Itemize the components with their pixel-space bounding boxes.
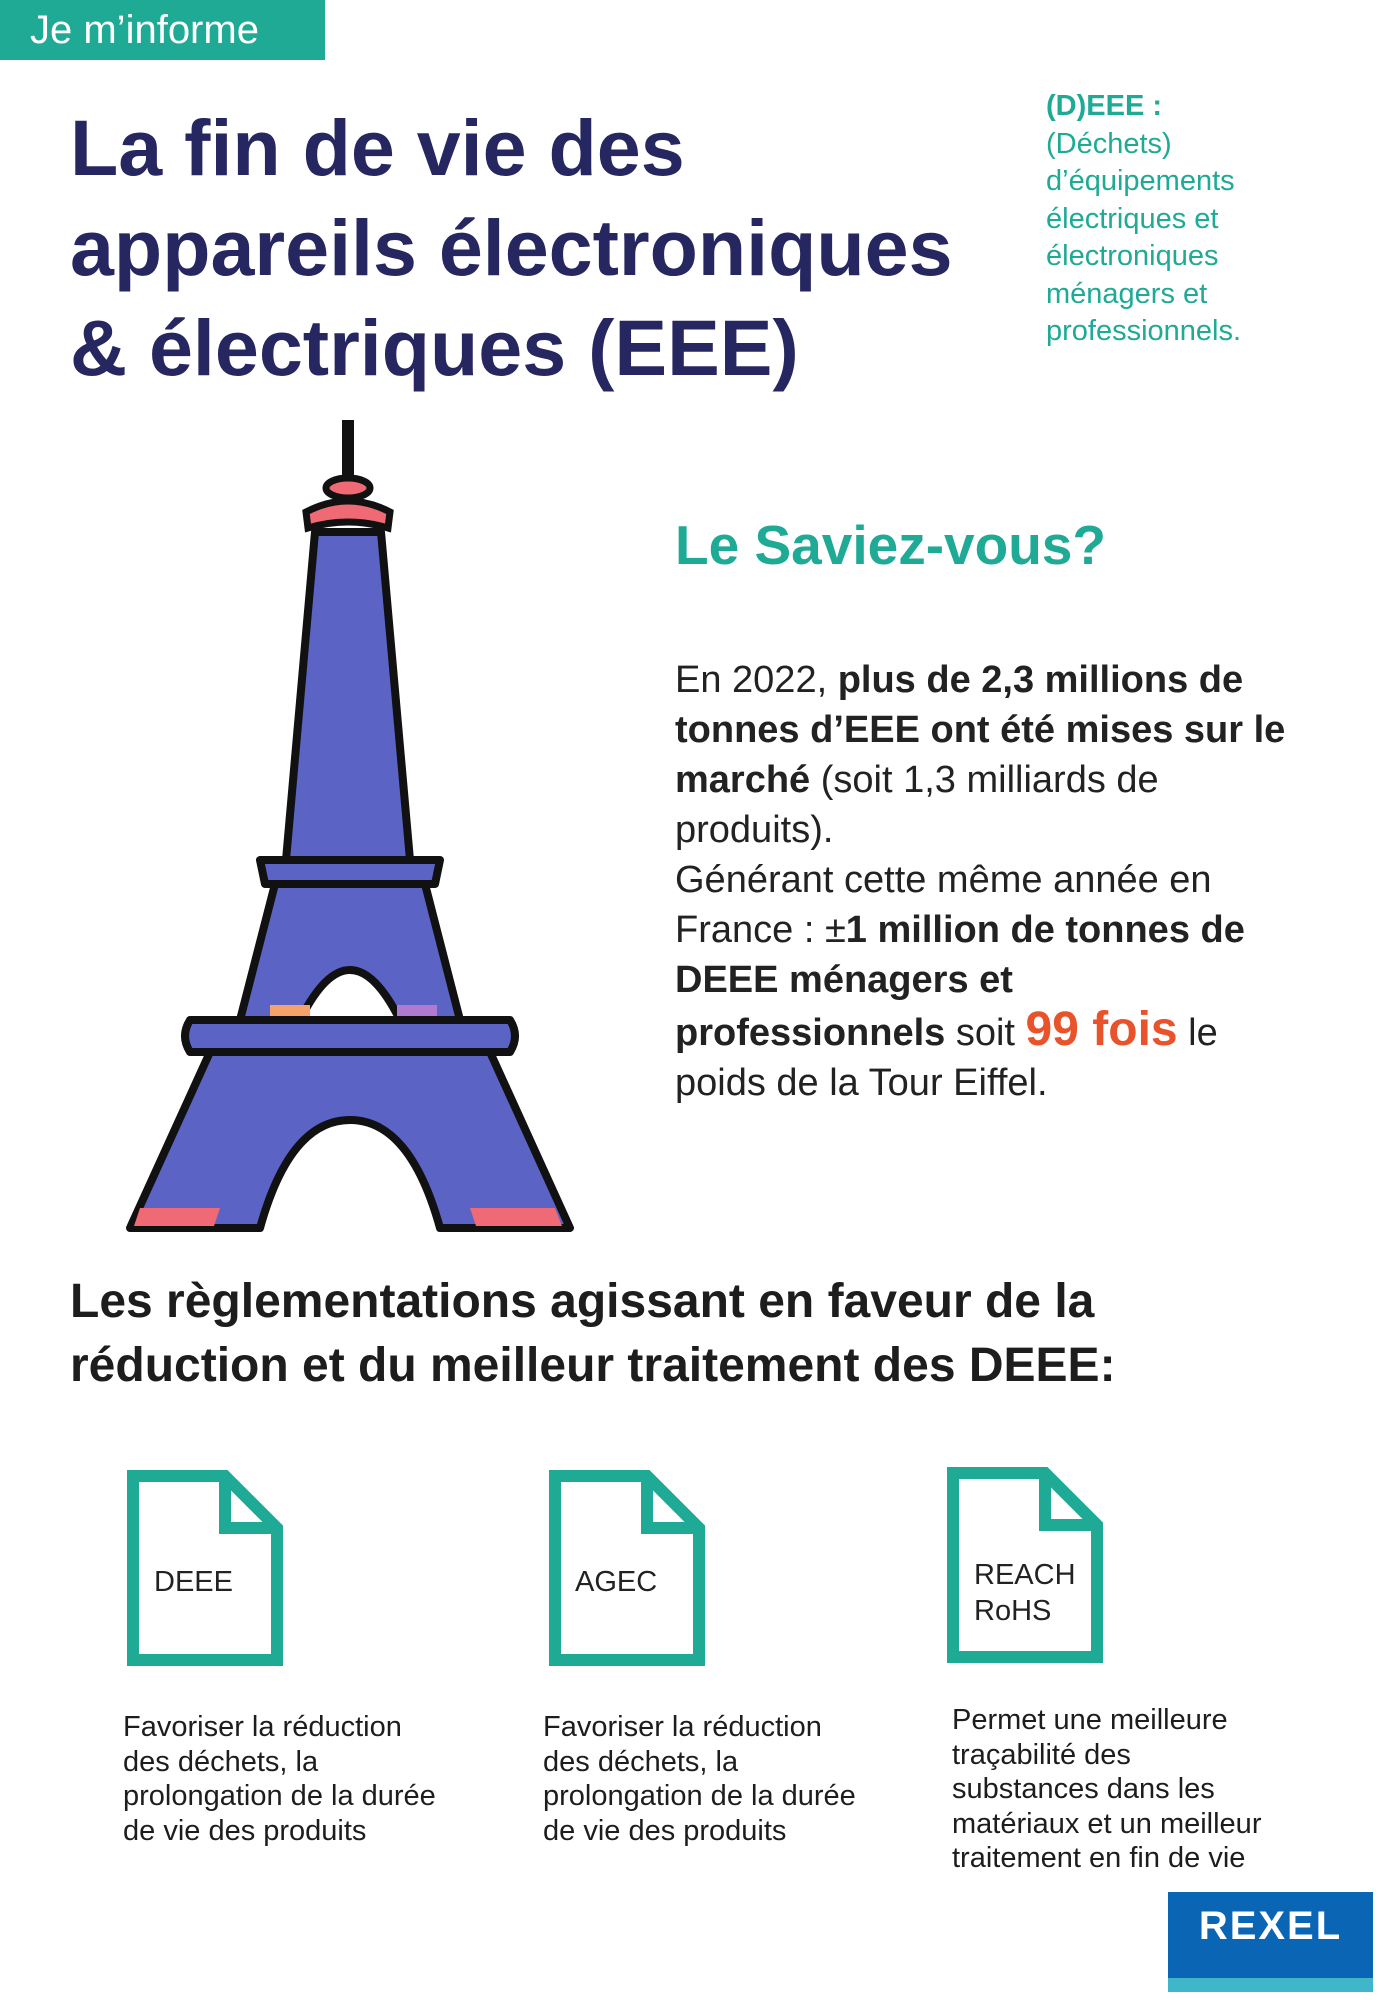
fact-highlight: DEEE ménagers et bbox=[675, 959, 1013, 1001]
fact-text: soit bbox=[945, 1012, 1026, 1054]
fact-text: (soit 1,3 milliards de bbox=[810, 759, 1159, 801]
regulation-description-line: de vie des produits bbox=[543, 1814, 787, 1847]
regulation-description-line: substances dans les bbox=[952, 1773, 1215, 1805]
logo-accent-bar bbox=[1168, 1978, 1373, 1992]
fact-highlight: marché bbox=[675, 759, 811, 801]
fact-line bbox=[675, 1005, 1335, 1058]
definition-line: électriques et bbox=[1046, 202, 1219, 235]
fact-line bbox=[675, 655, 1335, 705]
definition-line: (D)EEE : bbox=[1046, 90, 1162, 122]
regulation-description-line: prolongation de la durée bbox=[543, 1780, 856, 1812]
rexel-logo bbox=[1168, 1892, 1373, 1992]
fact-highlight: 1 million de tonnes de bbox=[845, 909, 1245, 951]
regulation-description-line: des déchets, la bbox=[123, 1745, 319, 1778]
fact-text: En 2022, bbox=[675, 659, 838, 701]
page-title bbox=[70, 98, 970, 398]
regulations-heading-line: réduction et du meilleur traitement des DEEE: bbox=[70, 1339, 1116, 1392]
fact-highlight: plus de 2,3 millions de bbox=[837, 659, 1244, 701]
regulation-description bbox=[543, 1710, 923, 1848]
regulation-description-line: Favoriser la réduction bbox=[543, 1711, 822, 1743]
logo-text: REXEL bbox=[1198, 1904, 1343, 1948]
regulations-heading bbox=[70, 1270, 1320, 1398]
fact-line: produits). bbox=[675, 809, 834, 851]
section-tag: Je m’informe bbox=[0, 0, 325, 60]
regulation-label: AGEC bbox=[575, 1566, 658, 1598]
eiffel-tower-illustration bbox=[110, 420, 600, 1240]
page-title-line: La fin de vie des bbox=[70, 103, 685, 192]
fact-line: poids de la Tour Eiffel. bbox=[675, 1062, 1048, 1104]
definition-line: d’équipements bbox=[1046, 165, 1235, 197]
regulation-description-line: prolongation de la durée bbox=[123, 1780, 436, 1812]
regulation-description-line: de vie des produits bbox=[123, 1814, 367, 1847]
fact-line: Générant cette même année en bbox=[675, 859, 1212, 901]
regulation-description-line: traçabilité des bbox=[952, 1738, 1131, 1771]
regulation-description-line: traitement en fin de vie bbox=[952, 1842, 1246, 1874]
fact-line bbox=[675, 755, 1335, 805]
regulation-description-line: matériaux et un meilleur bbox=[952, 1807, 1262, 1840]
fact-text: France : ± bbox=[675, 909, 846, 951]
fact-paragraph bbox=[675, 655, 1335, 1108]
definition-line: ménagers et bbox=[1046, 277, 1208, 310]
regulation-description-line: Favoriser la réduction bbox=[123, 1711, 402, 1743]
regulation-label: DEEE bbox=[154, 1566, 233, 1598]
regulation-description-line: Permet une meilleure bbox=[952, 1704, 1228, 1736]
definition-line: (Déchets) bbox=[1046, 127, 1172, 160]
fact-line bbox=[675, 705, 1335, 755]
regulations-heading-line: Les règlementations agissant en faveur de la bbox=[70, 1275, 1095, 1328]
regulation-description bbox=[123, 1710, 503, 1848]
fact-line bbox=[675, 905, 1335, 955]
regulation-label: REACH bbox=[974, 1559, 1076, 1591]
fact-line bbox=[675, 955, 1335, 1005]
regulation-description bbox=[952, 1703, 1332, 1876]
fact-highlight: tonnes d’EEE ont été mises sur le bbox=[675, 709, 1286, 751]
regulation-description-line: des déchets, la bbox=[543, 1745, 739, 1778]
regulation-label: RoHS bbox=[974, 1595, 1052, 1627]
definition-line: électroniques bbox=[1046, 240, 1219, 272]
ratio-highlight: 99 fois bbox=[1025, 1003, 1178, 1056]
fact-highlight: professionnels bbox=[675, 1012, 946, 1054]
page-title-line: & électriques (EEE) bbox=[70, 303, 799, 392]
deee-definition bbox=[1046, 88, 1346, 351]
page-title-line: appareils électroniques bbox=[70, 203, 953, 292]
did-you-know-heading: Le Saviez-vous? bbox=[675, 514, 1106, 576]
definition-line: professionnels. bbox=[1046, 315, 1242, 347]
fact-text: le bbox=[1177, 1012, 1218, 1054]
